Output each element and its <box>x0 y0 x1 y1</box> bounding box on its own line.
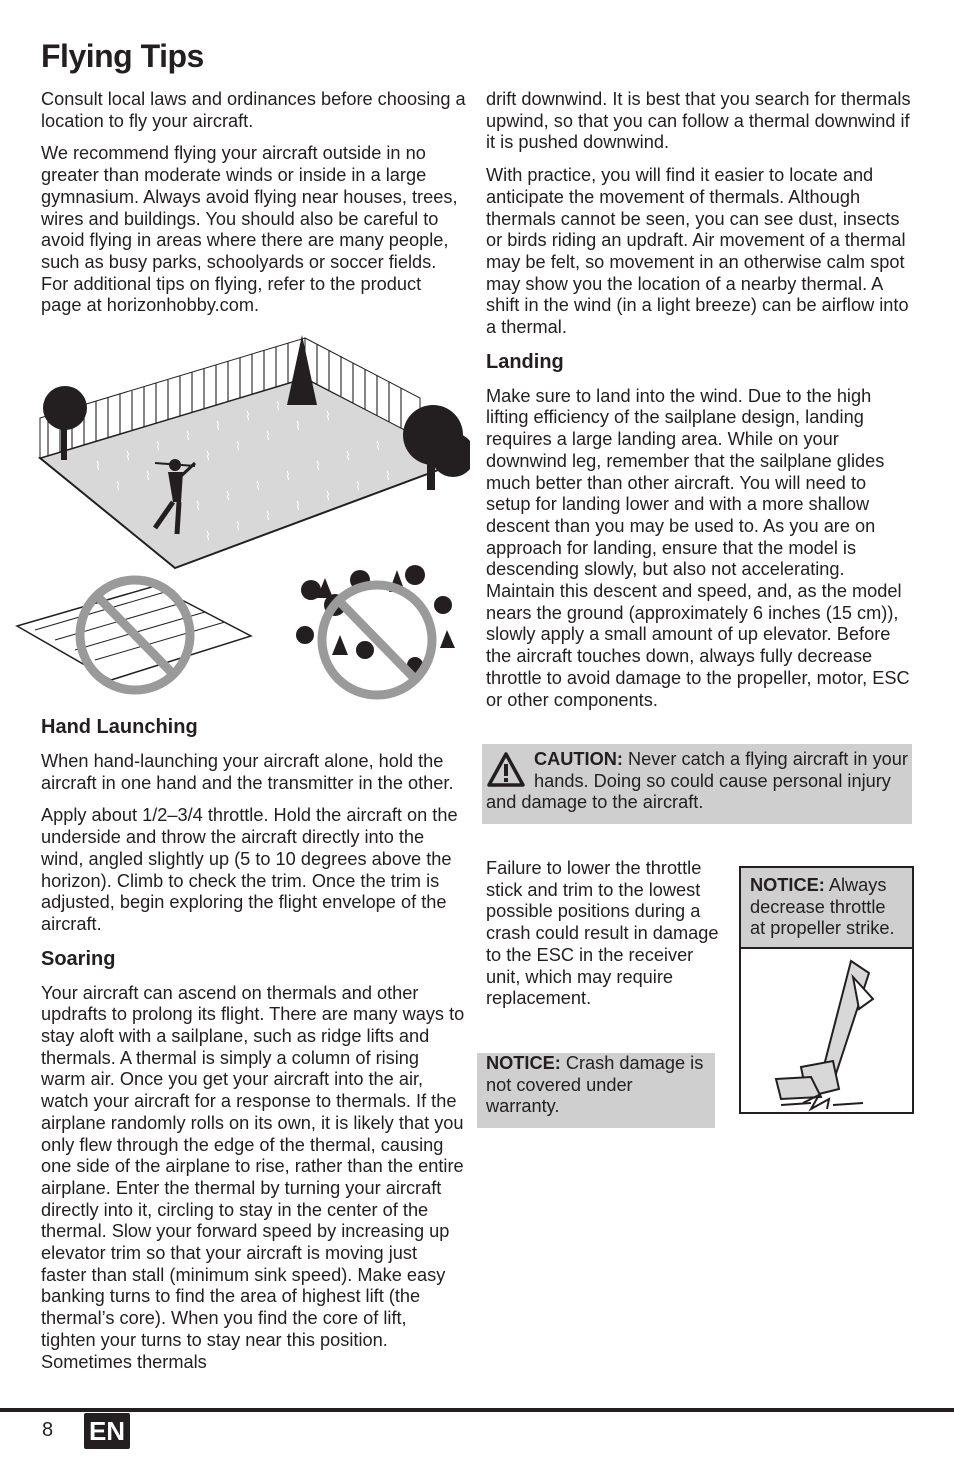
svg-text:⌇: ⌇ <box>275 399 281 413</box>
svg-text:⌇: ⌇ <box>355 479 361 493</box>
svg-text:⌇: ⌇ <box>265 429 271 443</box>
page-title: Flying Tips <box>41 38 204 74</box>
svg-text:⌇: ⌇ <box>255 479 261 493</box>
intro-section <box>41 89 466 328</box>
svg-text:⌇: ⌇ <box>115 479 121 493</box>
flying-field-illustration <box>15 330 470 710</box>
landing-heading: Landing <box>486 350 564 373</box>
svg-text:⌇: ⌇ <box>315 459 321 473</box>
svg-text:⌇: ⌇ <box>215 419 221 433</box>
soaring-paragraph-1-continued: drift downwind. It is best that you search for thermals upwind, so that you can follow a thermal downwind if it is pushed downwind. <box>486 89 911 153</box>
svg-text:⌇: ⌇ <box>325 409 331 423</box>
svg-text:⌇: ⌇ <box>155 439 161 453</box>
svg-text:⌇: ⌇ <box>225 489 231 503</box>
caution-text: Never catch a flying aircraft in your hands. Doing so could cause personal injury and damage to the aircraft. <box>486 749 908 813</box>
svg-text:⌇: ⌇ <box>295 499 301 513</box>
svg-text:⌇: ⌇ <box>295 419 301 433</box>
notice-throttle-header <box>741 868 912 949</box>
hand-launching-paragraph-2: Apply about 1/2–3/4 throttle. Hold the aircraft on the underside and throw the aircraft directly into the wind, angled slightly up (5 to 10 degrees above the horizon). Climb to check the trim. Once the trim is adjusted, begin exploring the flight envelope of the aircraft. <box>41 805 458 934</box>
landing-paragraph-1: Make sure to land into the wind. Due to the high lifting efficiency of the sailplane design, landing requires a large landing area. While on your downwind leg, remember that the sailplane glides much better than other aircraft. You will need to setup for landing lower and with a more shallow descent than you may be used to. As you are on approach for landing, ensure that the model is descending slowly, but also not accelerating. Maintain this descent and speed, and, as the model nears the ground (approximately 6 inches (15 cm)), slowly apply a small amount of up elevator. Before the aircraft touches down, always fully decrease throttle to avoid damage to the propeller, motor, ESC or other components. <box>486 385 910 710</box>
svg-text:⌇: ⌇ <box>125 449 131 463</box>
notice-throttle-box <box>739 866 914 1114</box>
svg-text:⌇: ⌇ <box>245 409 251 423</box>
soaring-heading: Soaring <box>41 947 116 970</box>
right-sections <box>486 89 911 722</box>
intro-paragraph-1: Consult local laws and ordinances before choosing a location to fly your aircraft. <box>41 89 466 131</box>
svg-text:⌇: ⌇ <box>95 459 101 473</box>
left-sections <box>41 715 466 1384</box>
svg-text:⌇: ⌇ <box>145 469 151 483</box>
svg-text:⌇: ⌇ <box>385 469 391 483</box>
notice-throttle-text: Always decrease throttle at propeller strike. <box>750 875 895 939</box>
svg-text:⌇: ⌇ <box>345 449 351 463</box>
warning-icon <box>486 749 526 791</box>
soaring-paragraph-2: With practice, you will find it easier to locate and anticipate the movement of thermals. Although thermals cannot be seen, you can see dust, insects or birds riding an updraft. Air movement of a thermal may be felt, so movement in an otherwise calm spot may show you the location of a nearby thermal. A shift in the wind (in a light breeze) can be airflow into a thermal. <box>486 165 909 338</box>
hand-launching-heading: Hand Launching <box>41 716 198 738</box>
svg-text:⌇: ⌇ <box>325 489 331 503</box>
notice-crash-box <box>477 1053 715 1128</box>
hand-launching-paragraph-1: When hand-launching your aircraft alone, hold the aircraft in one hand and the transmitter in the other. <box>41 751 454 793</box>
failure-text: Failure to lower the throttle stick and trim to the lowest possible positions during a crash could result in damage to the ESC in the receiver unit, which may require replacement. <box>486 858 719 1009</box>
svg-text:⌇: ⌇ <box>265 509 271 523</box>
svg-text:⌇: ⌇ <box>185 429 191 443</box>
svg-text:⌇: ⌇ <box>285 469 291 483</box>
svg-text:⌇: ⌇ <box>235 439 241 453</box>
svg-text:⌇: ⌇ <box>235 519 241 533</box>
notice-crash-text: Crash damage is not covered under warranty. <box>486 1053 704 1117</box>
page-number: 8 <box>42 1419 54 1441</box>
propeller-strike-illustration <box>741 949 912 1112</box>
caution-box <box>482 744 912 824</box>
svg-text:⌇: ⌇ <box>375 439 381 453</box>
intro-paragraph-2: We recommend flying your aircraft outside in no greater than moderate winds or inside in a large gymnasium. Always avoid flying near houses, trees, wires and buildings. You should also be careful to avoid flying in areas where there are many people, such as busy parks, schoolyards or soccer fields. For additional tips on flying, refer to the product page at horizonhobby.com. <box>41 143 458 316</box>
footer-rule <box>0 1408 954 1412</box>
svg-text:⌇: ⌇ <box>205 529 211 543</box>
caution-label: CAUTION: <box>534 749 623 769</box>
soaring-paragraph-1: Your aircraft can ascend on thermals and other updrafts to prolong its flight. There are many ways to stay aloft with a sailplane, such as ridge lifts and thermals. A thermal is simply a column of rising warm air. Once you get your aircraft into the air, watch your aircraft for a response to thermals. If the airplane randomly rolls on its own, it is likely that you only flew through the edge of the thermal, causing one side of the airplane to rise, rather than the entire airplane. Enter the thermal by turning your aircraft directly into it, circling to stay in the center of the thermal. Slow your forward speed by increasing up elevator trim so that your aircraft is moving just faster than stall (minimum sink speed). Make easy banking turns to find the area of highest lift (the thermal’s core). When you find the core of lift, tighten your turns to stay near this position. Sometimes thermals <box>41 982 465 1372</box>
notice-crash-label: NOTICE: <box>486 1053 561 1073</box>
notice-throttle-label: NOTICE: <box>750 875 825 895</box>
svg-text:⌇: ⌇ <box>205 449 211 463</box>
language-badge: EN <box>84 1413 130 1449</box>
svg-text:⌇: ⌇ <box>195 499 201 513</box>
